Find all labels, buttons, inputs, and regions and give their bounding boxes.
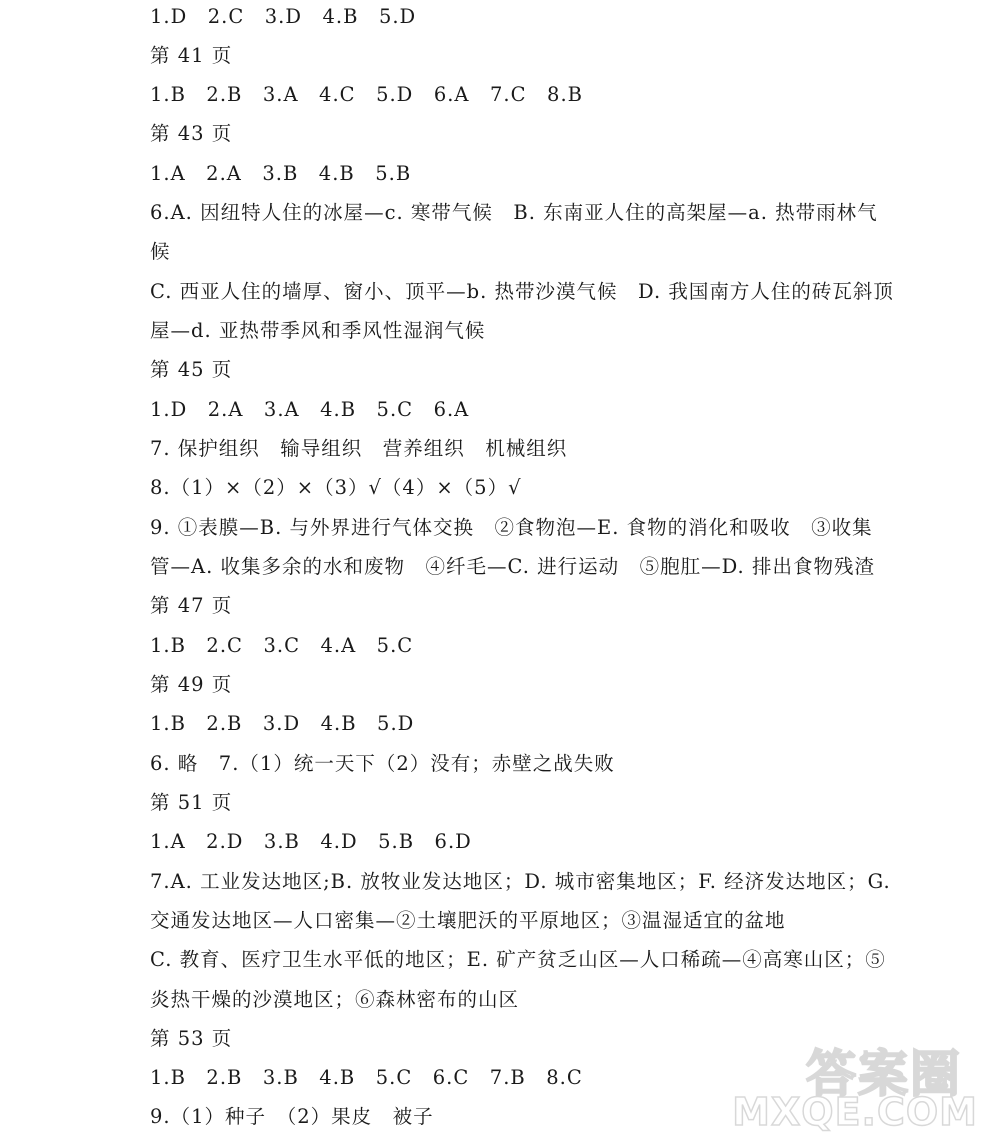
page-heading: 第 43 页	[150, 122, 233, 145]
answer-line: 1.B 2.B 3.D 4.B 5.D	[150, 712, 415, 735]
answer-line: 1.A 2.A 3.B 4.B 5.B	[150, 162, 412, 185]
answer-line: 候	[150, 240, 171, 263]
answer-line: 6.A. 因纽特人住的冰屋—c. 寒带气候 B. 东南亚人住的高架屋—a. 热带雨林气	[150, 201, 878, 224]
page-heading: 第 45 页	[150, 358, 233, 381]
answer-line: 交通发达地区—人口密集—②土壤肥沃的平原地区；③温湿适宜的盆地	[150, 909, 786, 932]
answer-line: 1.D 2.C 3.D 4.B 5.D	[150, 5, 417, 28]
page-heading: 第 41 页	[150, 44, 233, 67]
answer-line: 1.B 2.C 3.C 4.A 5.C	[150, 634, 414, 657]
page-heading: 第 51 页	[150, 791, 233, 814]
answer-line: 7.A. 工业发达地区;B. 放牧业发达地区；D. 城市密集地区；F. 经济发达地区；G.	[150, 870, 891, 893]
answer-line: 屋—d. 亚热带季风和季风性湿润气候	[150, 319, 486, 342]
page-heading: 第 47 页	[150, 594, 233, 617]
answer-line: 9. ①表膜—B. 与外界进行气体交换 ②食物泡—E. 食物的消化和吸收 ③收集	[150, 516, 873, 539]
answer-line: 管—A. 收集多余的水和废物 ④纤毛—C. 进行运动 ⑤胞肛—D. 排出食物残渣	[150, 555, 875, 578]
answer-line: 1.B 2.B 3.A 4.C 5.D 6.A 7.C 8.B	[150, 83, 583, 106]
answer-line: C. 西亚人住的墙厚、窗小、顶平—b. 热带沙漠气候 D. 我国南方人住的砖瓦斜顶	[150, 280, 894, 303]
answer-line: 炎热干燥的沙漠地区；⑥森林密布的山区	[150, 988, 520, 1011]
watermark-chinese-text: 答案圈	[806, 1045, 962, 1103]
answer-line: 1.A 2.D 3.B 4.D 5.B 6.D	[150, 830, 472, 853]
answer-line: 1.B 2.B 3.B 4.B 5.C 6.C 7.B 8.C	[150, 1066, 583, 1089]
answer-line: 7. 保护组织 输导组织 营养组织 机械组织	[150, 437, 568, 460]
page-heading: 第 53 页	[150, 1027, 233, 1050]
answer-line: 1.D 2.A 3.A 4.B 5.C 6.A	[150, 398, 470, 421]
page-heading: 第 49 页	[150, 673, 233, 696]
answer-line: 8.（1）×（2）×（3）√（4）×（5）√	[150, 476, 522, 499]
answer-line: 6. 略 7.（1）统一天下（2）没有；赤壁之战失败	[150, 752, 615, 775]
answer-line: 9.（1）种子 （2）果皮 被子	[150, 1105, 434, 1128]
answer-line: C. 教育、医疗卫生水平低的地区；E. 矿产贫乏山区—人口稀疏—④高寒山区；⑤	[150, 948, 886, 971]
watermark-logo	[732, 1034, 992, 1134]
watermark-url-text: MXQE.COM	[732, 1090, 978, 1134]
